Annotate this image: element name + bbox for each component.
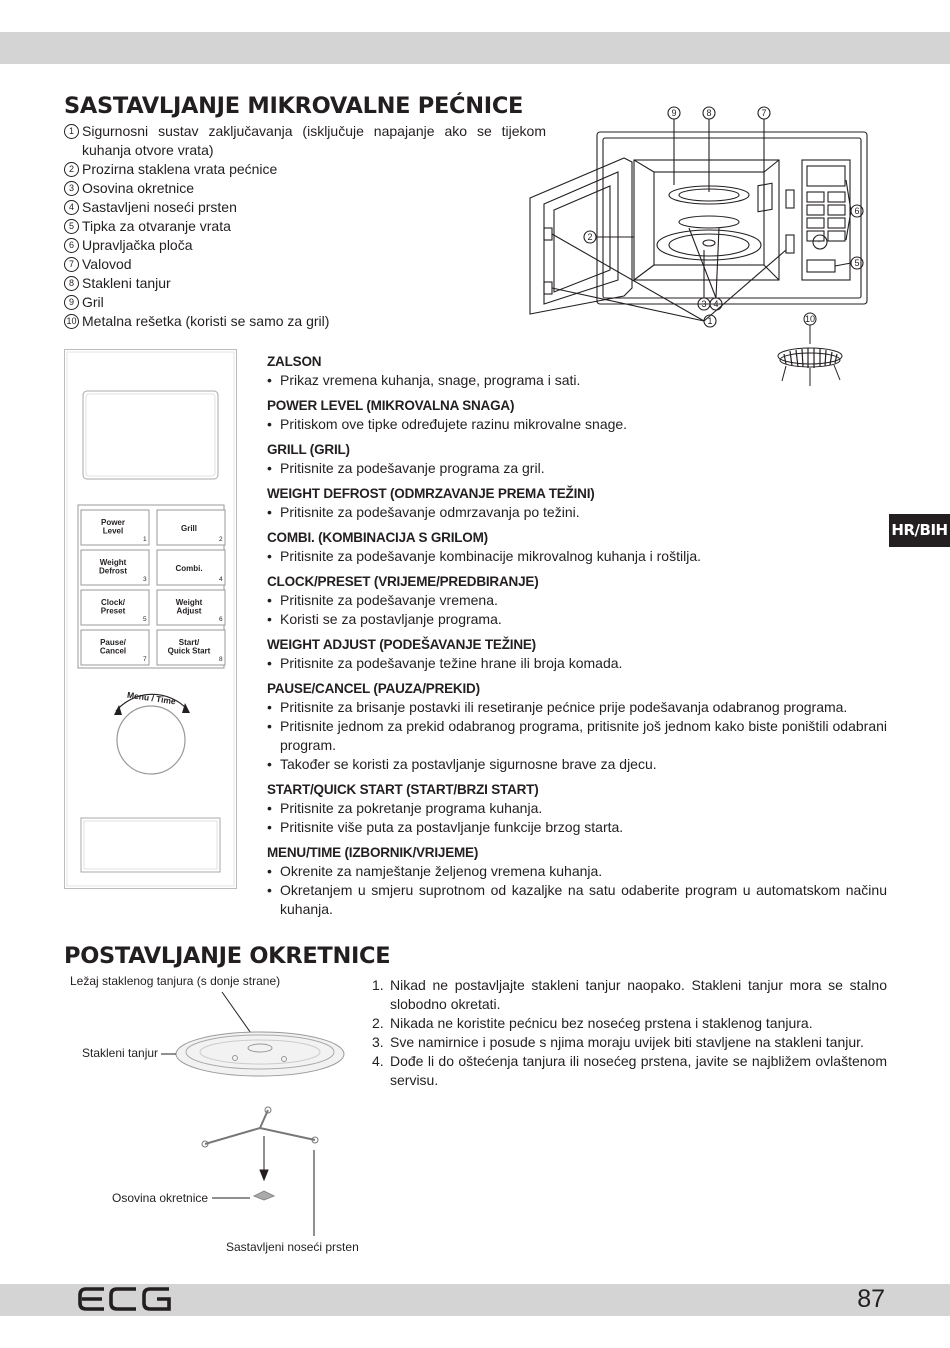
function-title: PAUSE/CANCEL (PAUZA/PREKID) — [267, 681, 480, 696]
part-number: 3 — [64, 181, 79, 196]
function-bullets — [267, 654, 887, 673]
panel-button-number: 6 — [219, 616, 223, 623]
function-bullet: • Koristi se za postavljanje programa. — [267, 610, 887, 629]
panel-button-label: Quick Start — [167, 646, 211, 656]
part-number: 10 — [64, 314, 79, 329]
label-plate: Stakleni tanjur — [82, 1046, 159, 1060]
part-number: 7 — [64, 257, 79, 272]
panel-button — [157, 510, 225, 545]
step-item — [372, 1014, 887, 1033]
function-bullet: • Pritisnite više puta za postavljanje funkcije brzog starta. — [267, 818, 887, 837]
function-descriptions — [267, 352, 887, 919]
panel-button-number: 8 — [219, 656, 223, 663]
function-bullets — [267, 799, 887, 837]
step-text: Sve namirnice i posude s njima moraju uvijek biti stavljene na stakleni tanjur. — [390, 1034, 864, 1050]
function-bullet: • Pritisnite za podešavanje odmrzavanja po težini. — [267, 503, 887, 522]
function-bullets — [267, 415, 887, 434]
panel-button-label: Adjust — [176, 606, 202, 616]
function-title: MENU/TIME (IZBORNIK/VRIJEME) — [267, 845, 479, 860]
function-bullet: • Pritisnite za podešavanje kombinacije mikrovalnog kuhanja i roštilja. — [267, 547, 887, 566]
part-text: Stakleni tanjur — [82, 275, 171, 291]
panel-button — [81, 510, 149, 545]
function-bullets — [267, 862, 887, 919]
function-bullets — [267, 547, 887, 566]
part-text: Gril — [82, 294, 104, 310]
microwave-diagram — [524, 100, 874, 340]
function-bullet: • Pritisnite za brisanje postavki ili resetiranje pećnice prije podešavanja odabranog programa. — [267, 698, 887, 717]
panel-button — [157, 630, 225, 665]
function-bullets — [267, 371, 887, 390]
panel-button-label: Power — [100, 518, 126, 527]
function-bullets — [267, 459, 887, 478]
part-number: 8 — [64, 276, 79, 291]
callout-6: 6 — [854, 206, 860, 216]
step-number: 4. — [372, 1053, 384, 1069]
ecg-logo — [78, 1286, 172, 1312]
panel-button-label: Preset — [100, 606, 126, 616]
part-item — [64, 217, 546, 236]
language-tab: HR/BIH — [889, 514, 950, 547]
step-text: Nikada ne koristite pećnicu bez nosećeg prstena i staklenog tanjura. — [390, 1015, 813, 1031]
step-text: Nikad ne postavljajte stakleni tanjur naopako. Stakleni tanjur mora se stalno slobodno okretati. — [390, 977, 887, 1012]
knob-label: Menu / Time — [126, 689, 177, 707]
function-bullets — [267, 591, 887, 629]
function-bullets — [267, 698, 887, 774]
turntable-diagram — [150, 988, 370, 1238]
callout-5: 5 — [854, 258, 860, 268]
panel-button-number: 5 — [143, 616, 147, 623]
part-item — [64, 312, 546, 331]
part-number: 2 — [64, 162, 79, 177]
panel-button-number: 4 — [219, 576, 223, 583]
part-text: Tipka za otvaranje vrata — [82, 218, 231, 234]
header-bar — [0, 32, 950, 64]
function-title: COMBI. (KOMBINACIJA S GRILOM) — [267, 530, 488, 545]
function-title: WEIGHT DEFROST (ODMRZAVANJE PREMA TEŽINI) — [267, 486, 595, 501]
panel-button-number: 7 — [143, 656, 147, 663]
panel-button-number: 3 — [143, 576, 147, 583]
callout-3: 3 — [701, 299, 707, 309]
callout-9: 9 — [671, 108, 677, 118]
function-bullet: • Pritisnite za podešavanje vremena. — [267, 591, 887, 610]
function-bullet: • Također se koristi za postavljanje sigurnosne brave za djecu. — [267, 755, 887, 774]
panel-button-number: 2 — [219, 536, 223, 543]
part-text: Metalna rešetka (koristi se samo za gril) — [82, 313, 330, 329]
part-item — [64, 255, 546, 274]
panel-button-label: Level — [102, 526, 124, 536]
part-item — [64, 160, 546, 179]
step-item — [372, 1052, 887, 1090]
part-text: Upravljačka ploča — [82, 237, 193, 253]
panel-button-number: 1 — [143, 536, 147, 543]
part-text: Valovod — [82, 256, 132, 272]
brand-text: ECG — [78, 1286, 81, 1287]
part-number: 5 — [64, 219, 79, 234]
part-item — [64, 179, 546, 198]
panel-button-label: Grill — [180, 524, 198, 533]
function-bullet: • Okrenite za namještanje željenog vremena kuhanja. — [267, 862, 887, 881]
panel-button-label: Weight — [99, 558, 127, 567]
function-title: START/QUICK START (START/BRZI START) — [267, 782, 539, 797]
part-text: Sigurnosni sustav zaključavanja (isključuje napajanje ako se tijekom kuhanja otvore vrata) — [82, 123, 546, 158]
panel-button-label: Clock/ — [100, 598, 126, 607]
function-bullet: • Pritisnite za podešavanje programa za gril. — [267, 459, 887, 478]
part-item — [64, 236, 546, 255]
label-ring: Sastavljeni noseći prsten — [226, 1240, 359, 1254]
control-panel-illustration — [64, 349, 237, 889]
callout-2: 2 — [587, 232, 593, 242]
panel-button-label: Defrost — [98, 566, 128, 576]
step-item — [372, 976, 887, 1014]
function-title: ZALSON — [267, 354, 322, 369]
function-title: WEIGHT ADJUST (PODEŠAVANJE TEŽINE) — [267, 637, 536, 652]
function-title: POWER LEVEL (MIKROVALNA SNAGA) — [267, 398, 515, 413]
part-item — [64, 293, 546, 312]
part-number: 6 — [64, 238, 79, 253]
panel-button — [81, 550, 149, 585]
part-item — [64, 122, 546, 160]
callout-7: 7 — [761, 108, 767, 118]
panel-button — [157, 550, 225, 585]
turntable-steps — [372, 976, 887, 1090]
part-item — [64, 274, 546, 293]
panel-button-label: Pause/ — [100, 638, 126, 647]
function-bullet: • Pritisnite za podešavanje težine hrane ili broja komada. — [267, 654, 887, 673]
panel-button — [157, 590, 225, 625]
function-title: GRILL (GRIL) — [267, 442, 350, 457]
function-title: CLOCK/PRESET (VRIJEME/PREDBIRANJE) — [267, 574, 539, 589]
label-bearing: Ležaj staklenog tanjura (s donje strane) — [70, 974, 281, 988]
step-number: 1. — [372, 977, 384, 993]
function-bullet: • Pritisnite jednom za prekid odabranog programa, pritisnite još jednom kako biste poništili odabrani program. — [267, 717, 887, 755]
parts-list — [64, 122, 546, 331]
callout-1: 1 — [707, 316, 713, 326]
function-bullet: • Pritisnite za pokretanje programa kuhanja. — [267, 799, 887, 818]
step-number: 3. — [372, 1034, 384, 1050]
panel-button — [81, 630, 149, 665]
callout-8: 8 — [706, 108, 712, 118]
panel-button-label: Start/ — [178, 638, 200, 647]
panel-button-label: Combi. — [175, 564, 203, 573]
part-item — [64, 198, 546, 217]
part-text: Prozirna staklena vrata pećnice — [82, 161, 278, 177]
panel-button-label: Weight — [175, 598, 203, 607]
section-title-assembly: SASTAVLJANJE MIKROVALNE PEĆNICE — [64, 93, 524, 119]
callout-4: 4 — [713, 299, 719, 309]
step-text: Dođe li do oštećenja tanjura ili nosećeg prstena, javite se najbližem ovlaštenom servisu. — [390, 1053, 887, 1088]
part-text: Sastavljeni noseći prsten — [82, 199, 237, 215]
part-number: 4 — [64, 200, 79, 215]
page-number: 87 — [857, 1285, 885, 1313]
step-item — [372, 1033, 887, 1052]
function-bullet: • Pritiskom ove tipke određujete razinu mikrovalne snage. — [267, 415, 887, 434]
panel-button-label: Cancel — [99, 646, 127, 656]
part-number: 9 — [64, 295, 79, 310]
panel-button — [81, 590, 149, 625]
label-shaft: Osovina okretnice — [112, 1191, 209, 1205]
function-bullets — [267, 503, 887, 522]
step-number: 2. — [372, 1015, 384, 1031]
part-number: 1 — [64, 124, 79, 139]
function-bullet: • Prikaz vremena kuhanja, snage, programa i sati. — [267, 371, 887, 390]
section-title-turntable: POSTAVLJANJE OKRETNICE — [64, 943, 391, 969]
part-text: Osovina okretnice — [82, 180, 195, 196]
callout-10: 10 — [804, 314, 816, 324]
function-bullet: • Okretanjem u smjeru suprotnom od kazaljke na satu odaberite program u automatskom načinu kuhanja. — [267, 881, 887, 919]
